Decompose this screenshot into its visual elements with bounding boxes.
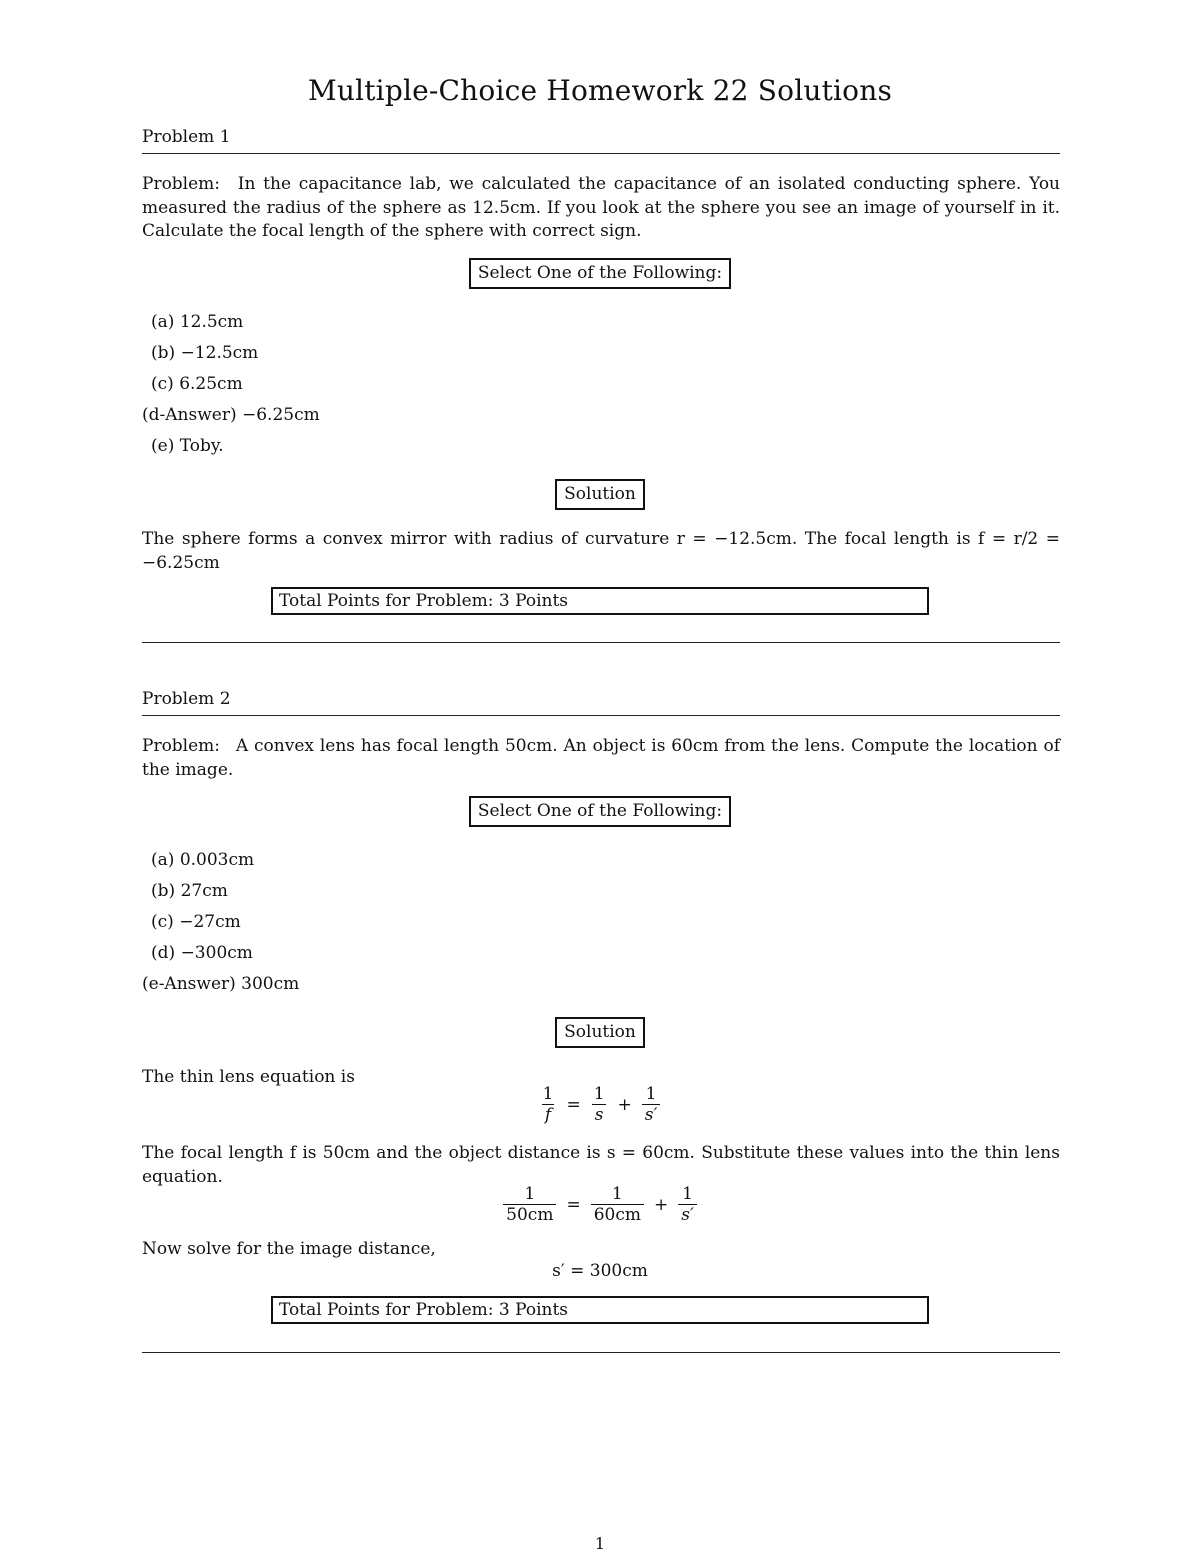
fraction: $\frac{1}{50cm}$: [503, 1184, 556, 1226]
problem-2-prompt: [142, 735, 1060, 782]
solution-label: Solution: [555, 1017, 645, 1048]
solution-box: [0, 479, 1200, 510]
page-number: 1: [594, 1534, 606, 1553]
select-one-box: [0, 258, 1200, 289]
problem-1-heading: Problem 1: [142, 127, 231, 147]
fraction: $\frac{1}{60cm}$: [591, 1184, 644, 1226]
select-one-box: [0, 796, 1200, 827]
solution-intro: The thin lens equation is: [142, 1067, 355, 1087]
prompt-label: Problem:: [142, 174, 221, 194]
solution-box: [0, 1017, 1200, 1048]
page-title: Multiple-Choice Homework 22 Solutions: [307, 74, 893, 107]
thin-lens-equation: $\frac{1}{f}$ = $\frac{1}{s}$ + $\frac{1}{s'}$: [0, 1084, 1200, 1126]
result-equation: s′ = 300cm: [552, 1261, 648, 1281]
choice-b: (b) 27cm: [151, 881, 228, 901]
select-one-label: Select One of the Following:: [469, 258, 731, 289]
choice-a: (a) 12.5cm: [151, 312, 244, 332]
problem-1-solution: The sphere forms a convex mirror with radius of curvature r = −12.5cm. The focal length is f = r/2 = −6.25cm: [142, 529, 1060, 573]
fraction: $\frac{1}{s'}$: [678, 1184, 697, 1226]
divider: [142, 715, 1060, 716]
solution-end: Now solve for the image distance,: [142, 1239, 436, 1259]
fraction: $\frac{1}{f}$: [542, 1084, 554, 1125]
problem-2-points: Total Points for Problem: 3 Points: [271, 1296, 929, 1324]
divider: [142, 1352, 1060, 1353]
prompt-label: Problem:: [142, 736, 221, 756]
choice-c: (c) 6.25cm: [151, 374, 243, 394]
problem-2-choices: [142, 845, 299, 1000]
choice-e: (e) Toby.: [151, 436, 224, 456]
fraction: $\frac{1}{s}$: [593, 1084, 605, 1125]
problem-1-points: Total Points for Problem: 3 Points: [271, 587, 929, 615]
problem-1-prompt: [142, 173, 1060, 244]
choice-a: (a) 0.003cm: [151, 850, 255, 870]
problem-2-heading: Problem 2: [142, 689, 231, 709]
solution-mid: The focal length f is 50cm and the object distance is s = 60cm. Substitute these values into the thin lens equation.: [142, 1143, 1060, 1187]
choice-c: (c) −27cm: [151, 912, 241, 932]
choice-d: (d) −300cm: [151, 943, 253, 963]
substituted-equation: $\frac{1}{50cm}$ = $\frac{1}{60cm}$ + $\frac{1}{s'}$: [0, 1184, 1200, 1226]
divider: [142, 642, 1060, 643]
problem-1-choices: [142, 307, 320, 462]
divider: [142, 153, 1060, 154]
solution-label: Solution: [555, 479, 645, 510]
prompt-text: In the capacitance lab, we calculated the capacitance of an isolated conducting sphere. You measured the radius of the sphere as 12.5cm. If you look at the sphere you see an image of yourself in it. Calculate the focal length of the sphere with correct sign.: [142, 174, 1060, 241]
fraction: $\frac{1}{s'}$: [642, 1084, 661, 1126]
choice-b: (b) −12.5cm: [151, 343, 259, 363]
select-one-label: Select One of the Following:: [469, 796, 731, 827]
choice-d-answer: (d-Answer) −6.25cm: [142, 405, 320, 425]
prompt-text: A convex lens has focal length 50cm. An object is 60cm from the lens. Compute the location of the image.: [142, 736, 1060, 780]
choice-e-answer: (e-Answer) 300cm: [142, 974, 300, 994]
